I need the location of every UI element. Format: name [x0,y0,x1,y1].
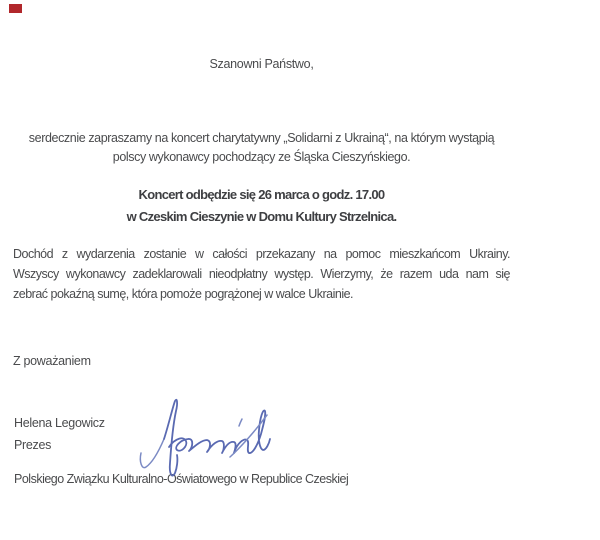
scan-artifact-red-mark [9,4,22,13]
intro-line-1: serdecznie zapraszamy na koncert charytatywny „Solidarni z Ukrainą“, na którym wystąpią [28,131,495,145]
event-date-time-line: Koncert odbędzie się 26 marca o godz. 17.00 [138,187,385,202]
salutation: Szanowni Państwo, [209,57,314,71]
intro-line-2: polscy wykonawcy pochodzący ze Śląska Cieszyńskiego. [112,150,411,164]
body-paragraph [13,244,510,304]
organization-name: Polskiego Związku Kulturalno-Oświatowego w Republice Czeskiej [14,472,349,486]
handwritten-signature-icon [133,396,275,492]
body-line-3: zebrać pokaźną sumę, która pomoże pogrążonej w walce Ukrainie. [13,287,354,301]
signer-name: Helena Legowicz [14,416,105,430]
event-location-line: w Czeskim Cieszynie w Domu Kultury Strzelnica. [126,209,397,224]
body-line-2: Wszyscy wykonawcy zadeklarowali nieodpłatny występ. Wierzymy, że razem uda nam się [13,267,510,281]
body-line-1: Dochód z wydarzenia zostanie w całości przekazany na pomoc mieszkańcom Ukrainy. [13,247,510,261]
closing-phrase: Z poważaniem [13,354,91,368]
event-details-heading [13,184,510,228]
intro-paragraph [13,129,510,167]
signer-title: Prezes [14,438,52,452]
